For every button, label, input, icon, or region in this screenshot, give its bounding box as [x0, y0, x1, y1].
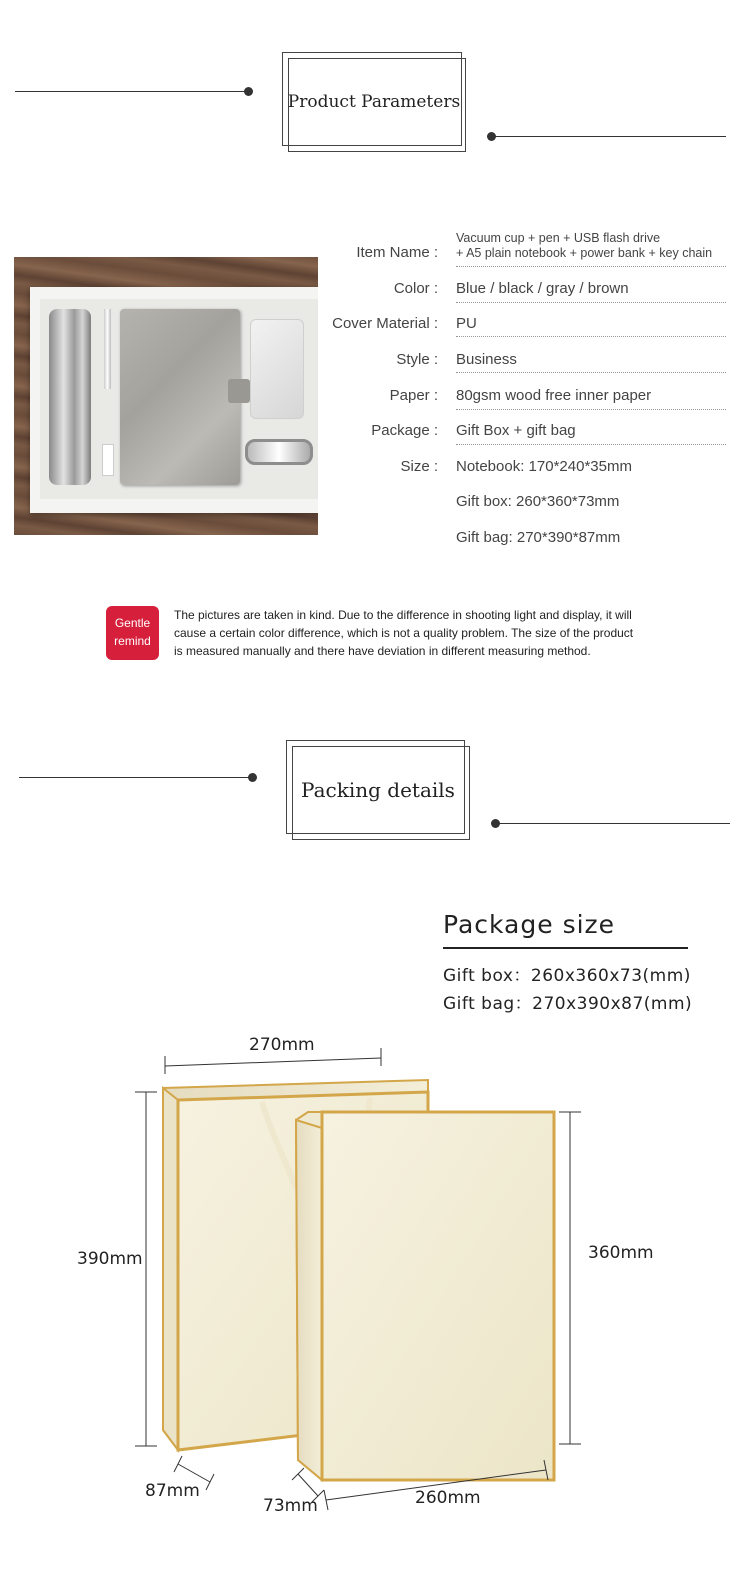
heading-dot-left: [244, 87, 253, 96]
param-value-paper: 80gsm wood free inner paper: [456, 387, 652, 404]
badge-line-1: Gentle: [114, 616, 151, 630]
param-label-item-name: Item Name :: [356, 244, 438, 261]
package-gift-bag-size: Gift bag：270x390x87(mm): [443, 994, 693, 1014]
param-value-item-name: Vacuum cup + pen + USB flash drive: [456, 231, 661, 245]
pen-image: [104, 309, 111, 389]
heading-rule-left: [15, 91, 247, 92]
parameters-title: Product Parameters: [287, 92, 461, 112]
heading-rule-right: [498, 823, 730, 824]
param-value-item-name-2: + A5 plain notebook + power bank + key chain: [456, 246, 713, 260]
row-divider: [456, 266, 726, 267]
param-label-cover-material: Cover Material :: [332, 315, 438, 332]
param-value-size-notebook: Notebook: 170*240*35mm: [456, 458, 632, 475]
row-divider: [456, 336, 726, 337]
param-label-color: Color :: [393, 280, 438, 297]
heading-dot-left: [248, 773, 257, 782]
dimension-box-depth: 73mm: [263, 1496, 318, 1516]
heading-rule-right: [494, 136, 726, 137]
product-photo: [14, 257, 318, 535]
gentle-remind-badge: [106, 606, 159, 660]
param-label-size: Size :: [400, 458, 438, 475]
dimension-bag-width: 270mm: [249, 1035, 315, 1055]
dimension-box-width: 260mm: [415, 1488, 481, 1508]
gift-box-graphic: [296, 1112, 554, 1480]
row-divider: [456, 372, 726, 373]
heading-rule-left: [19, 777, 251, 778]
param-value-color: Blue / black / gray / brown: [456, 280, 629, 297]
badge-line-2: remind: [114, 634, 151, 648]
notebook-image: [120, 309, 240, 485]
param-value-style: Business: [456, 351, 517, 368]
package-size-title: Package size: [443, 910, 616, 939]
gift-tray: [30, 287, 318, 513]
gentle-remind-text: The pictures are taken in kind. Due to the difference in shooting light and display, it will cause a certain color difference, which is not a quality problem. The size of the product is measured manually and there have deviation in different measuring method.: [174, 608, 634, 658]
param-value-size-gift-bag: Gift bag: 270*390*87mm: [456, 529, 621, 546]
vacuum-cup-image: [49, 309, 91, 485]
row-divider: [456, 302, 726, 303]
param-label-paper: Paper :: [389, 387, 438, 404]
row-divider: [456, 409, 726, 410]
param-value-cover-material: PU: [456, 315, 477, 332]
key-chain-image: [245, 439, 313, 465]
packaging-illustration: [0, 1020, 750, 1560]
param-value-package: Gift Box + gift bag: [456, 422, 576, 439]
param-label-style: Style :: [396, 351, 438, 368]
dimension-bag-height: 390mm: [77, 1249, 143, 1269]
packing-title: Packing details: [301, 778, 455, 802]
package-gift-box-size: Gift box：260x360x73(mm): [443, 966, 691, 986]
param-value-size-gift-box: Gift box: 260*360*73mm: [456, 493, 620, 510]
param-label-package: Package :: [371, 422, 438, 439]
row-divider: [456, 444, 726, 445]
usb-drive-image: [102, 444, 114, 476]
dimension-bag-depth: 87mm: [145, 1481, 200, 1501]
package-size-underline: [443, 947, 688, 949]
notebook-strap-image: [228, 379, 250, 403]
power-bank-image: [250, 319, 304, 419]
dimension-box-height: 360mm: [588, 1243, 654, 1263]
